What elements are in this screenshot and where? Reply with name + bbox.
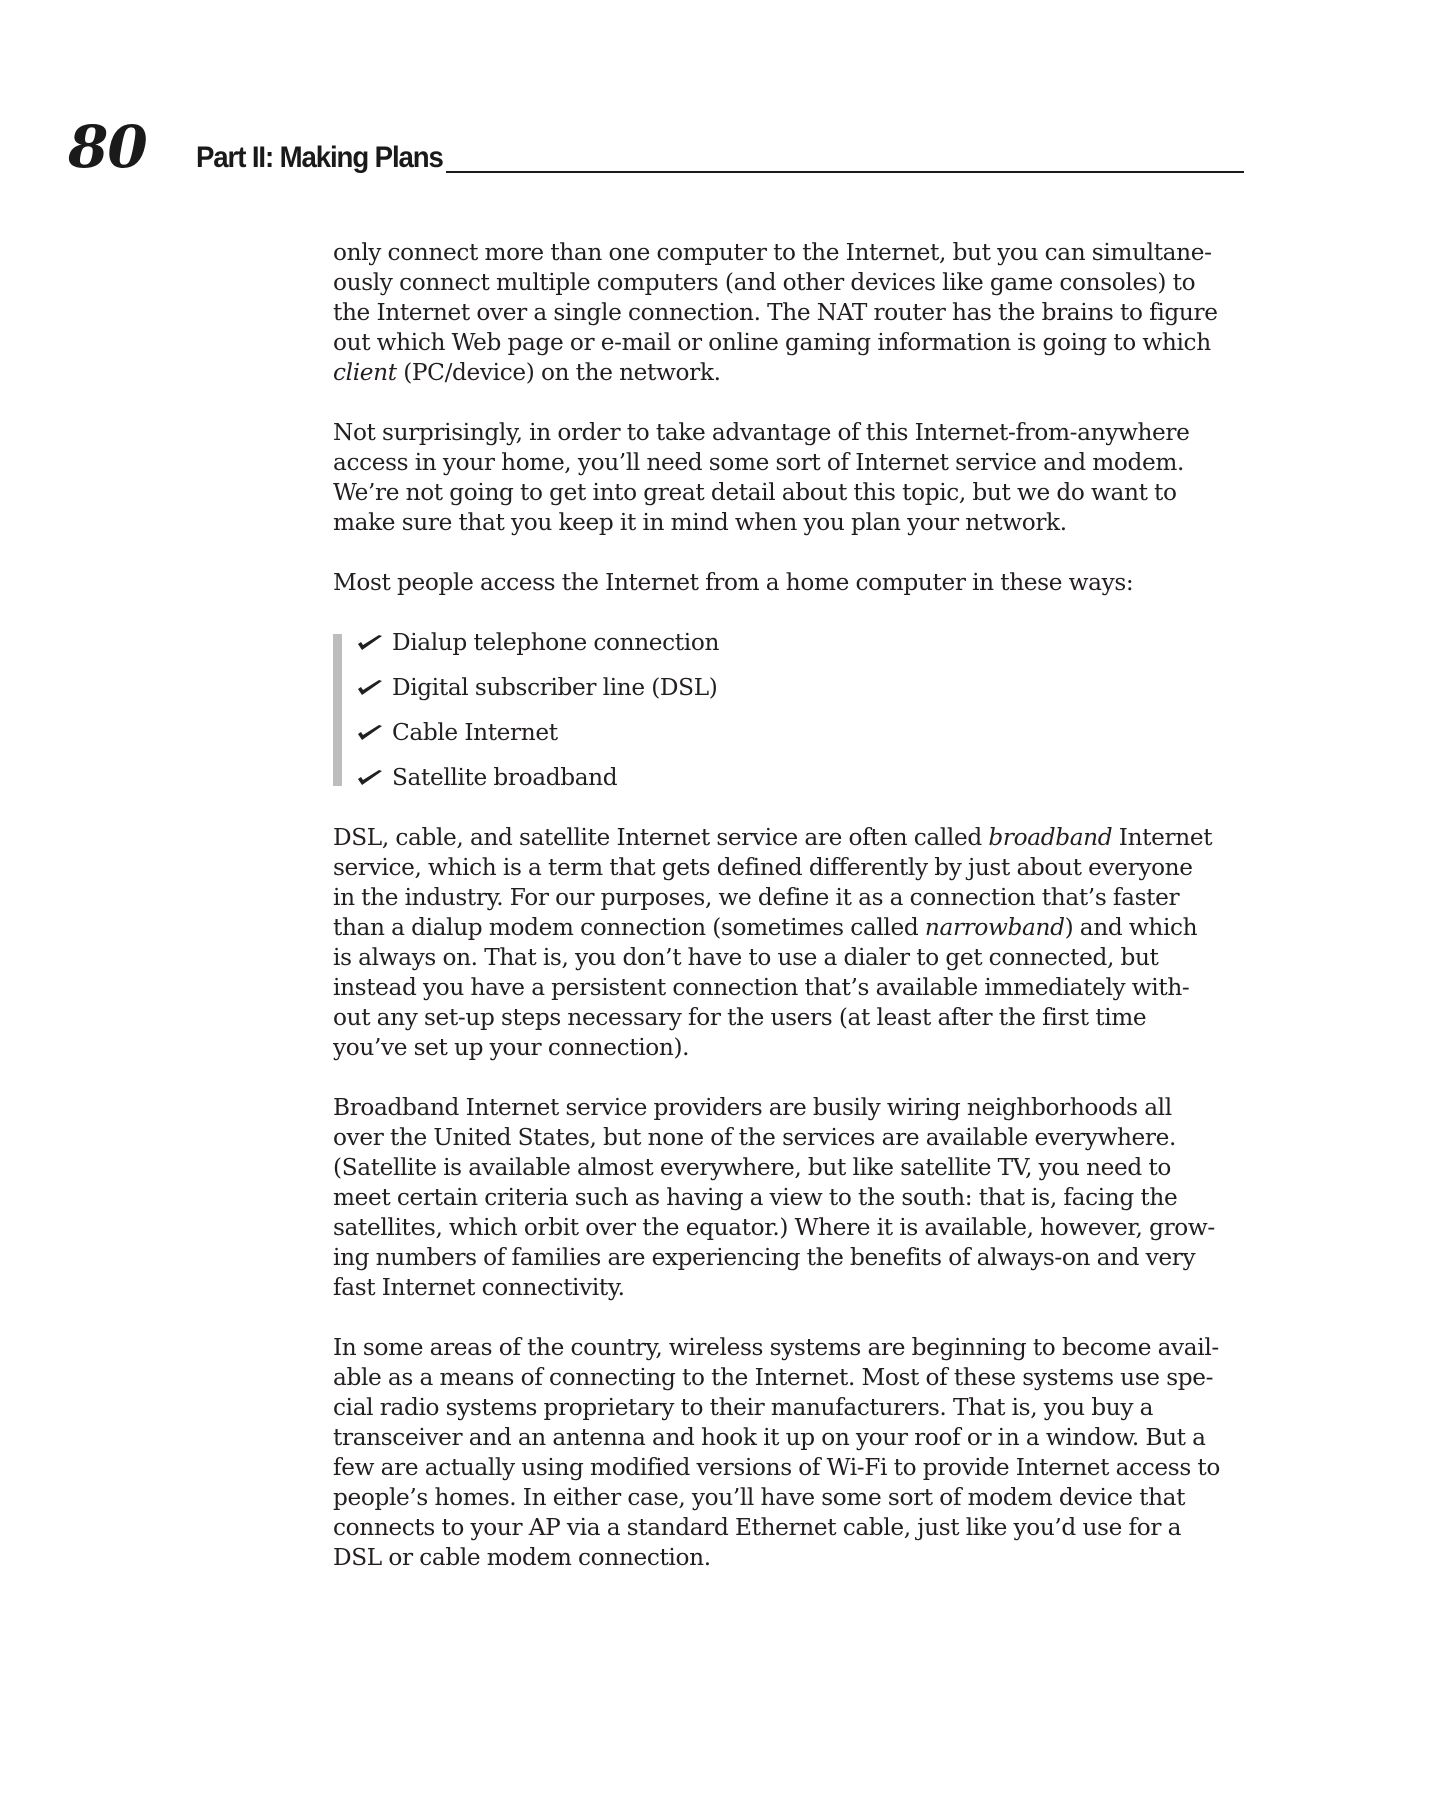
text-line: service, which is a term that gets defined differently by just about everyone [333, 854, 1193, 881]
text-line [333, 823, 1253, 853]
text-line: Not surprisingly, in order to take advantage of this Internet-from-anywhere [333, 419, 1190, 446]
text-line: in the industry. For our purposes, we define it as a connection that’s faster [333, 884, 1180, 911]
text-line: ously connect multiple computers (and other devices like game consoles) to [333, 269, 1196, 296]
italic-term-broadband: broadband [988, 824, 1113, 851]
check-icon [357, 634, 383, 652]
paragraph-broadband-definition [333, 823, 1253, 1063]
paragraph-nat-router [333, 238, 1253, 388]
text-fragment: (PC/device) on the network. [403, 359, 721, 386]
list-item-label: Cable Internet [392, 719, 558, 746]
text-line: make sure that you keep it in mind when you plan your network. [333, 509, 1067, 536]
text-line: instead you have a persistent connection that’s available immediately with- [333, 974, 1190, 1001]
text-fragment: DSL, cable, and satellite Internet service are often called [333, 824, 982, 851]
header-rule [446, 171, 1244, 173]
text-line: people’s homes. In either case, you’ll have some sort of modem device that [333, 1484, 1186, 1511]
running-head [196, 141, 1244, 175]
text-line: is always on. That is, you don’t have to use a dialer to get connected, but [333, 944, 1159, 971]
list-item [333, 673, 1253, 703]
text-line [333, 358, 1253, 388]
text-line: few are actually using modified versions of Wi-Fi to provide Internet access to [333, 1454, 1220, 1481]
text-line: We’re not going to get into great detail about this topic, but we do want to [333, 479, 1177, 506]
text-fragment: than a dialup modem connection (sometimes called [333, 914, 919, 941]
body-text [333, 238, 1253, 1603]
text-line: out any set-up steps necessary for the users (at least after the first time [333, 1004, 1147, 1031]
page-number: 80 [68, 113, 147, 181]
check-icon [357, 679, 383, 697]
text-line: In some areas of the country, wireless systems are beginning to become avail- [333, 1334, 1219, 1361]
text-line: out which Web page or e-mail or online gaming information is going to which [333, 329, 1211, 356]
text-line: cial radio systems proprietary to their manufacturers. That is, you buy a [333, 1394, 1154, 1421]
text-line: Most people access the Internet from a home computer in these ways: [333, 569, 1134, 596]
bullet-bar [333, 634, 342, 786]
text-line: you’ve set up your connection). [333, 1034, 690, 1061]
list-item [333, 628, 1253, 658]
text-line [333, 913, 1253, 943]
text-line: over the United States, but none of the services are available everywhere. [333, 1124, 1177, 1151]
text-line: access in your home, you’ll need some sort of Internet service and modem. [333, 449, 1185, 476]
text-line: able as a means of connecting to the Internet. Most of these systems use spe- [333, 1364, 1214, 1391]
list-item-label: Dialup telephone connection [392, 629, 720, 656]
text-line: (Satellite is available almost everywhere, but like satellite TV, you need to [333, 1154, 1171, 1181]
text-fragment: ) and which [1064, 914, 1198, 941]
check-icon [357, 724, 383, 742]
text-line: DSL or cable modem connection. [333, 1544, 711, 1571]
paragraph-access-ways [333, 568, 1253, 598]
text-line: transceiver and an antenna and hook it up on your roof or in a window. But a [333, 1424, 1206, 1451]
italic-term-narrowband: narrowband [924, 914, 1065, 941]
italic-term-client: client [333, 359, 397, 386]
check-icon [357, 769, 383, 787]
text-line: satellites, which orbit over the equator.) Where it is available, however, grow- [333, 1214, 1215, 1241]
text-line: fast Internet connectivity. [333, 1274, 625, 1301]
paragraph-broadband-providers [333, 1093, 1253, 1303]
text-line: only connect more than one computer to the Internet, but you can simultane- [333, 239, 1212, 266]
paragraph-internet-service [333, 418, 1253, 538]
section-title: Part II: Making Plans [196, 141, 443, 174]
access-methods-list [333, 628, 1253, 793]
text-line: ing numbers of families are experiencing the benefits of always-on and very [333, 1244, 1196, 1271]
list-item-label: Digital subscriber line (DSL) [392, 674, 718, 701]
text-line: meet certain criteria such as having a view to the south: that is, facing the [333, 1184, 1178, 1211]
text-line: Broadband Internet service providers are busily wiring neighborhoods all [333, 1094, 1172, 1121]
list-item [333, 718, 1253, 748]
list-item-label: Satellite broadband [392, 764, 618, 791]
text-line: the Internet over a single connection. The NAT router has the brains to figure [333, 299, 1218, 326]
paragraph-wireless-systems [333, 1333, 1253, 1573]
text-line: connects to your AP via a standard Ethernet cable, just like you’d use for a [333, 1514, 1182, 1541]
text-fragment: Internet [1118, 824, 1213, 851]
list-item [333, 763, 1253, 793]
